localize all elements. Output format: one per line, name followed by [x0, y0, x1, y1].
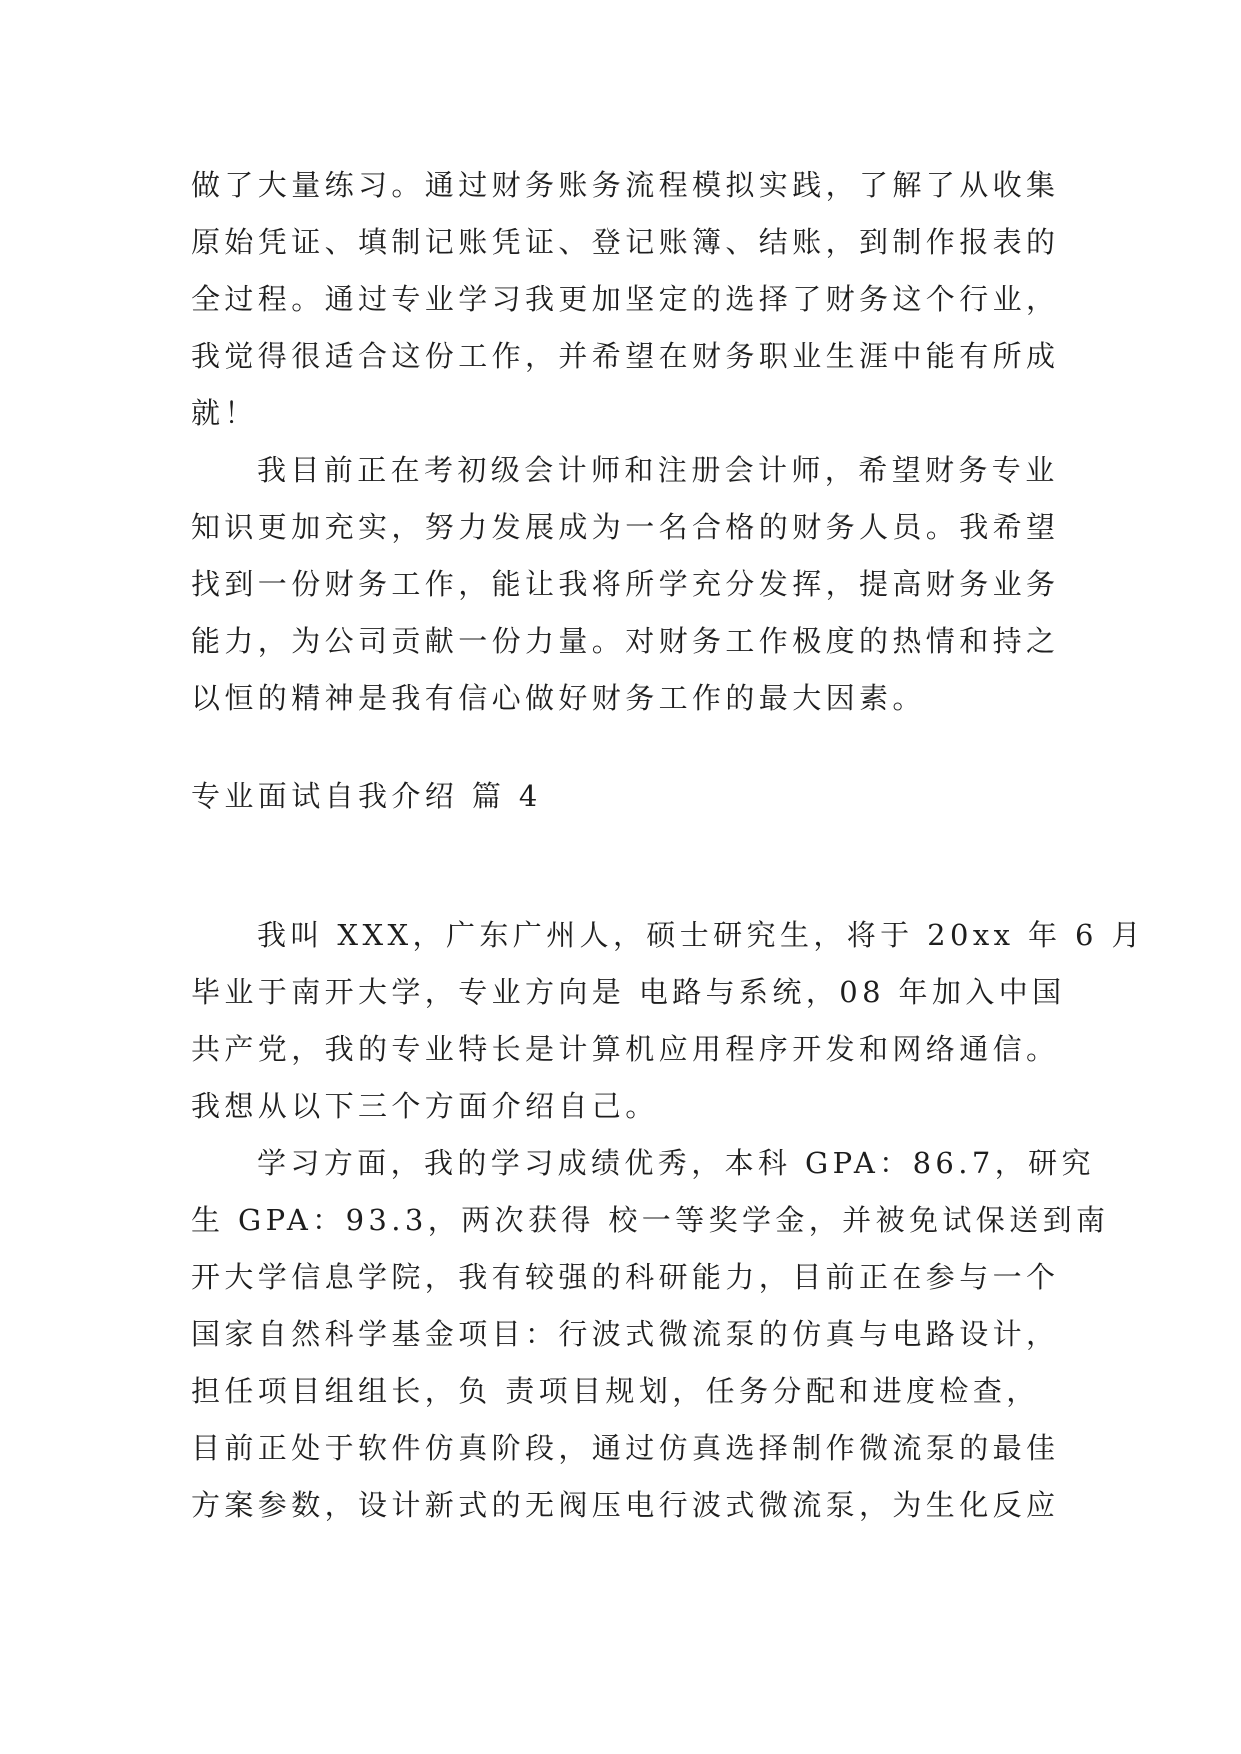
text-line: 方案参数，设计新式的无阀压电行波式微流泵，为生化反应 — [191, 1488, 1060, 1522]
paragraph-first-line: 我目前正在考初级会计师和注册会计师，希望财务专业 — [257, 453, 1059, 487]
text-line: 全过程。通过专业学习我更加坚定的选择了财务这个行业， — [191, 282, 1060, 316]
paragraph-first-line: 我叫 XXX，广东广州人，硕士研究生，将于 20xx 年 6 月 — [257, 918, 1145, 952]
text-line: 生 GPA：93.3，两次获得 校一等奖学金，并被免试保送到南 — [191, 1203, 1110, 1237]
text-line: 知识更加充实，努力发展成为一名合格的财务人员。我希望 — [191, 510, 1060, 544]
body-text-block-2 — [191, 907, 1145, 1534]
paragraph-first-line: 学习方面，我的学习成绩优秀，本科 GPA：86.7，研究 — [257, 1146, 1095, 1180]
text-line: 能力，为公司贡献一份力量。对财务工作极度的热情和持之 — [191, 624, 1060, 658]
text-line: 我觉得很适合这份工作，并希望在财务职业生涯中能有所成 — [191, 339, 1060, 373]
text-line: 原始凭证、填制记账凭证、登记账簿、结账，到制作报表的 — [191, 225, 1060, 259]
text-line: 国家自然科学基金项目：行波式微流泵的仿真与电路设计， — [191, 1317, 1060, 1351]
text-line: 毕业于南开大学，专业方向是 电路与系统，08 年加入中国 — [191, 975, 1066, 1009]
text-line: 就！ — [191, 396, 258, 430]
text-line: 我想从以下三个方面介绍自己。 — [191, 1089, 659, 1123]
text-line: 担任项目组组长，负 责项目规划，任务分配和进度检查， — [191, 1374, 1040, 1408]
body-text-block-1 — [191, 157, 1071, 727]
text-line: 找到一份财务工作，能让我将所学充分发挥，提高财务业务 — [191, 567, 1060, 601]
text-line: 做了大量练习。通过财务账务流程模拟实践，了解了从收集 — [191, 168, 1060, 202]
text-line: 目前正处于软件仿真阶段，通过仿真选择制作微流泵的最佳 — [191, 1431, 1060, 1465]
text-line: 以恒的精神是我有信心做好财务工作的最大因素。 — [191, 681, 926, 715]
section-heading: 专业面试自我介绍 篇 4 — [191, 779, 542, 813]
text-line: 开大学信息学院，我有较强的科研能力，目前正在参与一个 — [191, 1260, 1060, 1294]
text-line: 共产党，我的专业特长是计算机应用程序开发和网络通信。 — [191, 1032, 1060, 1066]
